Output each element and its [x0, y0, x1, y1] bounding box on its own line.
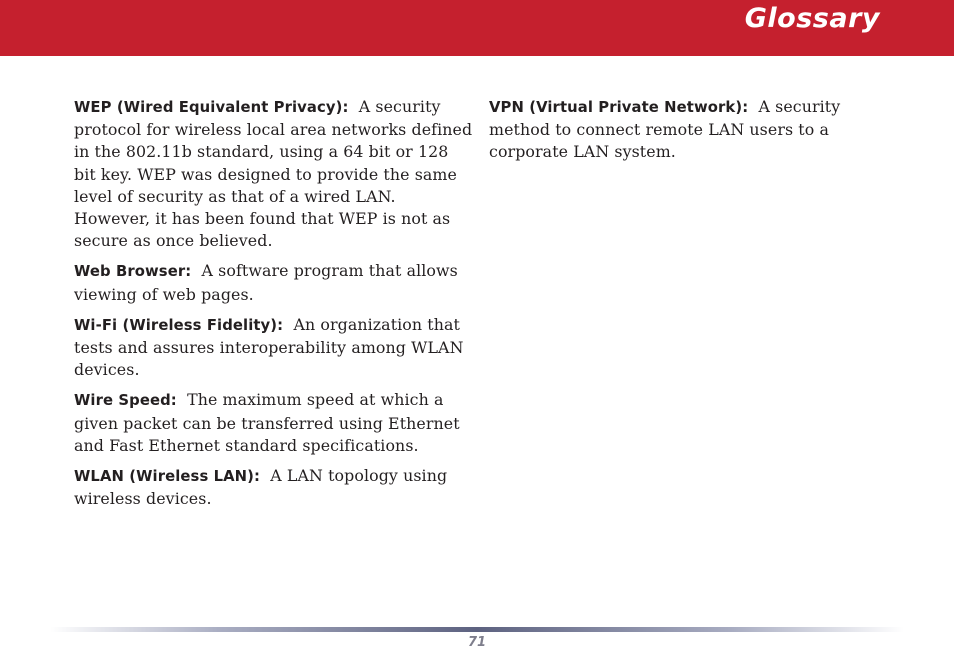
- glossary-column-right: [489, 96, 889, 172]
- glossary-term: VPN (Virtual Private Network):: [489, 99, 749, 116]
- page-title: Glossary: [744, 3, 880, 34]
- glossary-entry-wire-speed: [74, 389, 474, 457]
- glossary-entry-wlan: [74, 465, 474, 510]
- glossary-entry-web-browser: [74, 260, 474, 305]
- glossary-definition: The maximum speed at which a given packet can be transferred using Ethernet and Fast Ethernet standard specifications.: [74, 390, 460, 455]
- glossary-term: Wi-Fi (Wireless Fidelity):: [74, 316, 284, 334]
- glossary-definition: An organization that tests and assures interoperability among WLAN devices.: [74, 314, 464, 380]
- page-number: 71: [467, 635, 487, 650]
- glossary-definition: A security protocol for wireless local area networks defined in the 802.11b standard, using a 64 bit or 128 bit key. WEP was designed to provide the same level of security as that of a wired LAN. However, it has been found that WEP is not as secure as once believed.: [74, 97, 473, 251]
- glossary-term: WLAN (Wireless LAN):: [74, 468, 261, 486]
- glossary-column-left: [74, 96, 474, 518]
- glossary-definition: A security method to connect remote LAN users to a corporate LAN system.: [489, 97, 841, 162]
- footer-rule: [50, 627, 904, 632]
- glossary-definition: A software program that allows viewing of web pages.: [74, 261, 458, 304]
- glossary-term: Wire Speed:: [74, 392, 177, 410]
- glossary-entry-vpn: [489, 96, 889, 164]
- glossary-term: Web Browser:: [74, 263, 192, 281]
- glossary-entry-wi-fi: [74, 314, 474, 382]
- glossary-entry-wep: [74, 96, 474, 252]
- glossary-term: WEP (Wired Equivalent Privacy):: [74, 99, 349, 116]
- glossary-definition: A LAN topology using wireless devices.: [74, 466, 448, 509]
